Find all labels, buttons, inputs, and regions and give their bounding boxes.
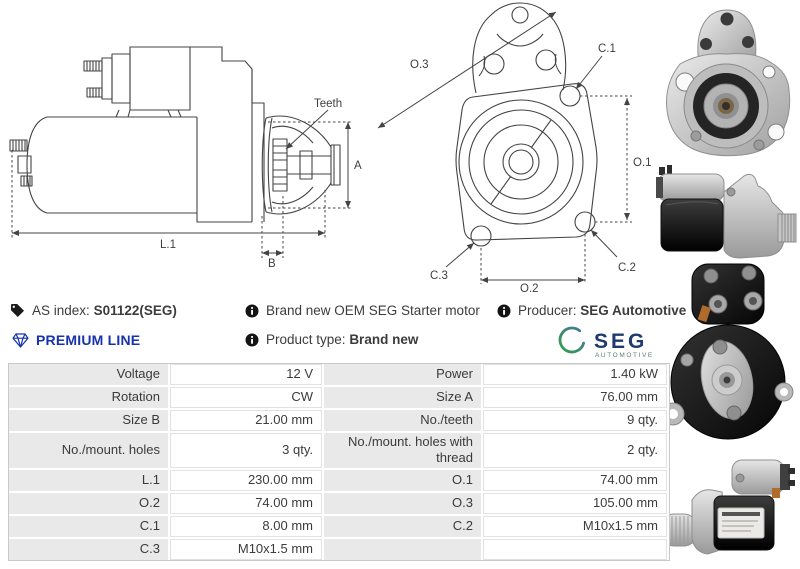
product-photo-column xyxy=(656,0,800,569)
producer-label: Producer: xyxy=(518,303,577,318)
premium-line-label: PREMIUM LINE xyxy=(36,332,141,348)
as-index-value: S01122(SEG) xyxy=(93,303,177,318)
spec-label-cell: C.3 xyxy=(9,539,168,560)
product-type-row xyxy=(245,332,418,347)
front-dimension-lines xyxy=(378,12,632,284)
spec-label-cell: Voltage xyxy=(9,364,168,385)
producer-row xyxy=(497,303,686,318)
spec-value-cell: 9 qty. xyxy=(483,410,667,431)
spec-label-cell: O.3 xyxy=(324,493,481,514)
spec-value-cell: M10x1.5 mm xyxy=(170,539,322,560)
spec-label-cell: L.1 xyxy=(9,470,168,491)
spec-value-cell: M10x1.5 mm xyxy=(483,516,667,537)
product-type-text xyxy=(266,332,418,347)
o2-label: O.2 xyxy=(520,283,539,295)
seg-circle-mark-icon xyxy=(560,328,584,352)
logo-subtitle: AUTOMOTIVE xyxy=(595,352,654,359)
spec-value-cell: 1.40 kW xyxy=(483,364,667,385)
product-photo-front-view[interactable] xyxy=(656,2,799,160)
side-view-technical-drawing xyxy=(0,0,370,295)
spec-value-cell: 105.00 mm xyxy=(483,493,667,514)
product-type-value: Brand new xyxy=(349,332,419,347)
c1-label: C.1 xyxy=(598,43,616,55)
spec-label-cell: O.1 xyxy=(324,470,481,491)
c3-label: C.3 xyxy=(430,270,448,282)
producer-value: SEG Automotive xyxy=(580,303,687,318)
starter-front-outline xyxy=(456,3,597,246)
spec-value-cell xyxy=(483,539,667,560)
spec-value-cell: 21.00 mm xyxy=(170,410,322,431)
c2-label: C.2 xyxy=(618,262,636,274)
teeth-label: Teeth xyxy=(314,98,343,110)
spec-value-cell: 76.00 mm xyxy=(483,387,667,408)
spec-label-cell: Size B xyxy=(9,410,168,431)
spec-label-cell: C.1 xyxy=(9,516,168,537)
length-l1-label: L.1 xyxy=(160,239,176,251)
spec-label-cell: Size A xyxy=(324,387,481,408)
starter-side-outline xyxy=(10,47,343,222)
seg-automotive-logo xyxy=(558,320,692,367)
info-icon xyxy=(245,304,259,318)
tag-icon xyxy=(10,303,25,318)
spec-label-cell xyxy=(324,539,481,560)
spec-label-cell: No./teeth xyxy=(324,410,481,431)
premium-line-row xyxy=(12,332,140,348)
info-icon xyxy=(497,304,511,318)
diamond-icon xyxy=(12,333,29,348)
description-row xyxy=(245,303,480,318)
spec-value-cell: 3 qty. xyxy=(170,433,322,468)
spec-value-cell: 8.00 mm xyxy=(170,516,322,537)
description-text: Brand new OEM SEG Starter motor xyxy=(266,303,480,318)
spec-value-cell: CW xyxy=(170,387,322,408)
spec-label-cell: C.2 xyxy=(324,516,481,537)
product-photo-angled-view[interactable] xyxy=(656,450,799,562)
front-view-technical-drawing xyxy=(370,0,665,295)
product-photo-side-view[interactable] xyxy=(656,162,799,260)
product-type-label: Product type: xyxy=(266,332,346,347)
spec-label-cell: O.2 xyxy=(9,493,168,514)
spec-value-cell: 74.00 mm xyxy=(483,470,667,491)
spec-label-cell: Power xyxy=(324,364,481,385)
spec-value-cell: 2 qty. xyxy=(483,433,667,468)
info-icon xyxy=(245,333,259,347)
logo-brand: SEG xyxy=(594,330,648,353)
spec-table xyxy=(8,363,670,561)
spec-value-cell: 230.00 mm xyxy=(170,470,322,491)
spec-label-cell: No./mount. holes xyxy=(9,433,168,468)
size-b-label: B xyxy=(268,258,276,270)
as-index-text xyxy=(32,303,177,318)
o1-label: O.1 xyxy=(633,157,652,169)
as-index-row xyxy=(10,303,177,318)
spec-label-cell: No./mount. holes with thread xyxy=(324,433,481,468)
o3-label: O.3 xyxy=(410,59,429,71)
spec-value-cell: 74.00 mm xyxy=(170,493,322,514)
spec-label-cell: Rotation xyxy=(9,387,168,408)
size-a-label: A xyxy=(354,160,362,172)
as-index-label: AS index: xyxy=(32,303,90,318)
producer-text xyxy=(518,303,686,318)
spec-value-cell: 12 V xyxy=(170,364,322,385)
